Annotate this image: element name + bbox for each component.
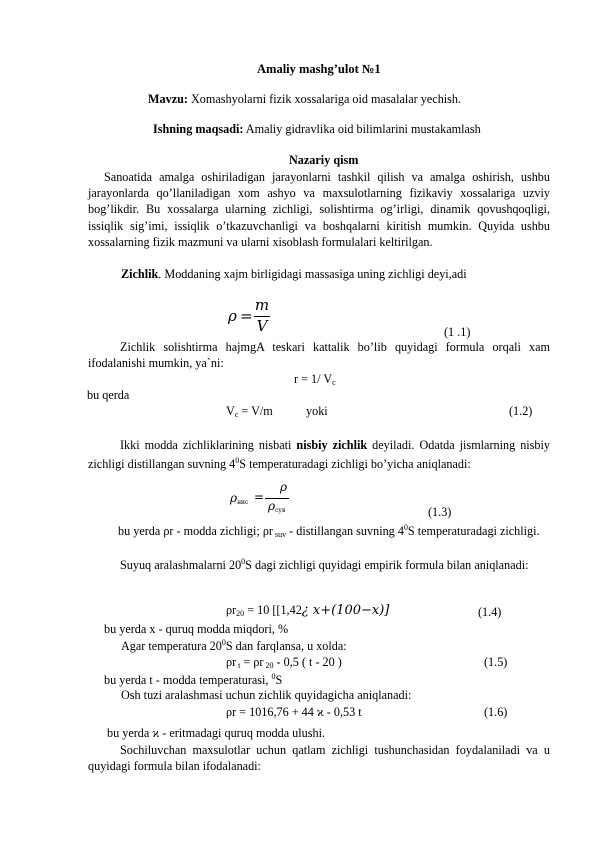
relative-density-paragraph <box>88 437 550 472</box>
formula-1-5 <box>226 655 342 670</box>
formula-1-2-rhs: = V/m <box>238 404 273 418</box>
formula-1-1-lhs: ρ <box>228 307 237 325</box>
formula-1-2-number: (1.2) <box>509 404 533 418</box>
f13-where-sub: suv <box>272 530 287 539</box>
intro-paragraph: Sanoatida amalga oshiriladigan jarayonlarni tashkil qilish va amalga oshirish, ushbu jarayonlarda qo’llaniladigan xom ashyo va maxsulotlarning fizikaviy xossalariga uzviy bog’likdir. Bu xossalarga ularning zichligi, solishtirma og’irligi, dinamik qovushqoqligi, issiqlik sig’imi, issiqlik o’tkazuvchanligi va boshqalarni kiritish mumkin. Quyida ushbu xossalarning fizik mazmuni va ularni xisoblash formulalari keltirilgan. <box>88 170 550 249</box>
formula-1-2 <box>226 404 273 419</box>
where-label: bu qerda <box>87 388 130 402</box>
formula-1-3-explanation <box>88 520 550 543</box>
specific-volume-text: Zichlik solishtirma hajmgA teskari kattalik bo’lib quyidagi formula orqali xam ifodalanishi mumkin, ya`ni: <box>88 340 550 371</box>
formula-1-1-denominator: V <box>256 317 268 335</box>
relative-post2: S temperaturadagi zichligi bo’yicha aniqlanadi: <box>239 457 471 472</box>
formula-1-3-denominator <box>268 499 285 514</box>
formula-1-6-number: (1.6) <box>484 705 508 719</box>
aim-line <box>153 122 481 137</box>
formula-1-5-b: = ρr <box>240 655 264 669</box>
f15-where-b: S <box>275 673 283 687</box>
f13-where-b: - distillangan suvning 4 <box>286 524 404 538</box>
formula-1-3-lhs <box>230 491 248 506</box>
formula-1-6-explanation: bu yerda ϰ - eritmadagi quruq modda ulushi. <box>107 726 326 740</box>
formula-1-5-explanation <box>104 672 282 688</box>
mixture-paragraph <box>88 554 550 573</box>
mixture-text-a: Suyuq aralashmalarni 20 <box>120 558 242 572</box>
mixture-deg: 0 <box>241 557 246 566</box>
formula-1-5-sub1: t <box>236 661 241 670</box>
topic-label: Mavzu: <box>148 92 188 106</box>
formula-1-3-eq: = <box>254 490 265 504</box>
formula-1-3-lhs-sub: нис <box>237 499 249 506</box>
f13-where-c: S temperaturadagi zichligi. <box>407 524 540 538</box>
formula-1-6: ρr = 1016,76 + 44 ϰ - 0,53 t <box>226 705 362 719</box>
formula-r-text: r = 1/ V <box>294 372 333 386</box>
density-def-text: . Moddaning xajm birligidagi massasiga uning zichligi deyi,adi <box>158 267 467 281</box>
f13-where-a: bu yerda ρr - modda zichligi; ρr <box>118 524 273 538</box>
temperature-text <box>121 638 347 654</box>
formula-1-4-b: = 10 [[1,42 <box>244 603 302 617</box>
formula-1-4-number: (1.4) <box>478 605 502 619</box>
aim-label: Ishning maqsadi: <box>153 122 244 136</box>
aim-text: Amaliy gidravlika oid bilimlarini mustakamlash <box>243 122 481 136</box>
formula-1-1-numerator: m <box>254 296 270 314</box>
formula-1-1-number: (1 .1) <box>444 325 471 339</box>
formula-1-5-c: - 0,5 ( t - 20 ) <box>273 655 342 669</box>
formula-1-5-number: (1.5) <box>484 655 508 669</box>
density-definition <box>121 267 467 282</box>
formula-1-2-lhs: V <box>226 404 235 418</box>
temp-text-a: Agar temperatura 20 <box>121 639 222 653</box>
formula-1-2-sub: c <box>234 410 239 419</box>
formula-1-4-explanation: bu yerda x - quruq modda miqdori, % <box>104 622 289 636</box>
temp-text-b: S dan farqlansa, u xolda: <box>225 639 347 653</box>
topic-line <box>148 92 461 107</box>
formula-r <box>294 372 336 387</box>
formula-1-3-den-symbol: ρ <box>268 499 276 513</box>
formula-1-4-c: ¿ x+(100−x)] <box>301 603 390 618</box>
relative-post: deyiladi. Odatda jismlarning nisbiy zichligi distillangan suvning 4 <box>88 438 551 472</box>
relative-deg: 0 <box>235 456 240 466</box>
formula-1-3-number: (1.3) <box>428 505 452 519</box>
bulk-density-paragraph: Sochiluvchan maxsulotlar uchun qatlam zichligi tushunchasidan foydalaniladi va u quyidagi formula bilan ifodalanadi: <box>88 743 550 774</box>
section-heading: Nazariy qism <box>289 153 359 167</box>
formula-1-3-lhs-symbol: ρ <box>230 491 238 505</box>
formula-1-3-numerator: ρ <box>280 480 288 494</box>
mixture-text-b: S dagi zichligi quyidagi empirik formula bilan aniqlanadi: <box>245 558 529 572</box>
formula-1-3 <box>230 482 310 516</box>
page-title: Amaliy mashg’ulot №1 <box>257 62 381 76</box>
formula-1-4-sub: 20 <box>236 609 245 618</box>
or-word: yoki <box>306 404 328 418</box>
formula-1-5-a: ρr <box>226 655 237 669</box>
formula-1-4 <box>226 603 389 618</box>
formula-1-5-sub2: 20 <box>263 661 274 670</box>
relative-pre: Ikki modda zichliklarining nisbati <box>120 438 297 452</box>
temp-deg: 0 <box>221 638 226 647</box>
f13-where-deg: 0 <box>403 523 408 532</box>
formula-1-1-eq: = <box>240 307 253 325</box>
formula-1-1 <box>228 296 288 336</box>
formula-1-3-den-sub: сув <box>275 507 286 514</box>
relative-term: nisbiy zichlik <box>296 438 368 452</box>
salt-text: Osh tuzi aralashmasi uchun zichlik quyidagicha aniqlanadi: <box>121 688 412 702</box>
formula-r-sub: c <box>332 378 336 387</box>
f15-where-deg: 0 <box>271 672 276 681</box>
density-term: Zichlik <box>121 267 159 281</box>
f15-where-a: bu yerda t - modda temperaturasi, <box>104 673 272 687</box>
topic-text: Xomashyolarni fizik xossalariga oid masalalar yechish. <box>187 92 462 106</box>
formula-1-4-a: ρr <box>226 603 237 617</box>
